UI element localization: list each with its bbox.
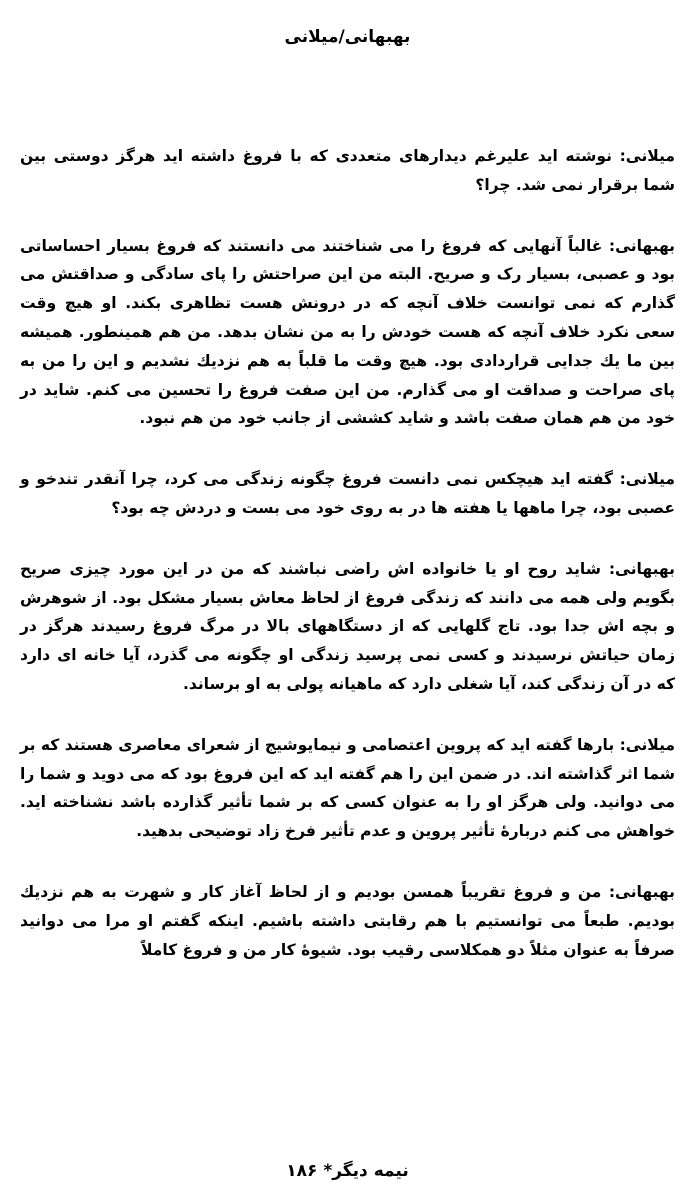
paragraph-question-2: میلانی: گفته اید هیچکس نمی دانست فروغ چگونه زندگی می کرد، چرا آنقدر تندخو و عصبی بود، چرا ماهها یا هفته ها در به روی خود می بست و دردش چه بود؟ xyxy=(20,470,675,517)
paragraph-answer-1: بهبهانی: غالباً آنهایی که فروغ را می شناختند می دانستند که فروغ بسیار احساساتی بود و عصبی، بسیار رک و صریح. البته من این صراحتش را پای سادگی و صداقتش می گذارم که نمی توانست خلاف آنچه که در درونش هست تظاهری بکند. او هیچ وقت سعی نکرد خلاف آنچه که هست خودش را به من نشان بدهد. من هم همینطور. همیشه بین ما یك جدایی قراردادی بود. هیچ وقت ما قلباً به هم نزدیك نشدیم و این را من به پای صراحت و صداقت او می گذارم. من این صفت فروغ را تحسین می کنم. شاید در خود من هم همان صفت باشد و شاید کششی از جانب خود من هم نبود. xyxy=(20,236,675,428)
paragraph-answer-2: بهبهانی: شاید روح او یا خانواده اش راضی نباشند که من در این مورد چیزی صریح بگویم ولی همه می دانند که زندگی فروغ از لحاظ معاش بسیار مشکل بود. از شوهرش و بچه اش جدا بود. تاج گلهایی که از دستگاههای بالا در مرگ فروغ رسیدند هرگز در زمان حیاتش نرسیدند و کسی نمی پرسید زندگی او چگونه می گذرد، آیا خانه ای دارد که در آن زندگی کند، آیا شغلی دارد که ماهیانه پولی به او برساند. xyxy=(20,559,675,693)
paragraph-question-1: میلانی: نوشته اید علیرغم دیدارهای متعددی که با فروغ داشته اید هرگز دوستی بین شما برقرار نمی شد. چرا؟ xyxy=(20,147,675,194)
running-header: بهبهانی/میلانی xyxy=(284,27,411,47)
paragraph-answer-3: بهبهانی: من و فروغ تقریباً همسن بودیم و از لحاظ آغاز کار و شهرت به هم نزدیك بودیم. طبعاً می توانستیم با هم رقابتی داشته باشیم. اینکه گفتم او مرا می دوانید صرفاً به عنوان مثلاً دو همکلاسی رقیب بود. شیوهٔ کار من و فروغ کاملاً xyxy=(20,882,675,959)
page-footer: نیمه دیگر* ۱۸۶ xyxy=(286,1161,409,1181)
paragraph-question-3: میلانی: بارها گفته اید که پروین اعتصامی و نیمایوشیج از شعرای معاصری هستند که بر شما اثر گذاشته اند. در ضمن این را هم گفته اید که این فروغ بود که می دوید و شما را می دوانید. ولی هرگز او را به عنوان کسی که بر شما تأثیر گذارده باشد نشناخته اید. خواهش می کنم دربارهٔ تأثیر پروین و عدم تأثیر فرخ زاد توضیحی بدهید. xyxy=(20,735,675,841)
body-text xyxy=(20,142,675,996)
